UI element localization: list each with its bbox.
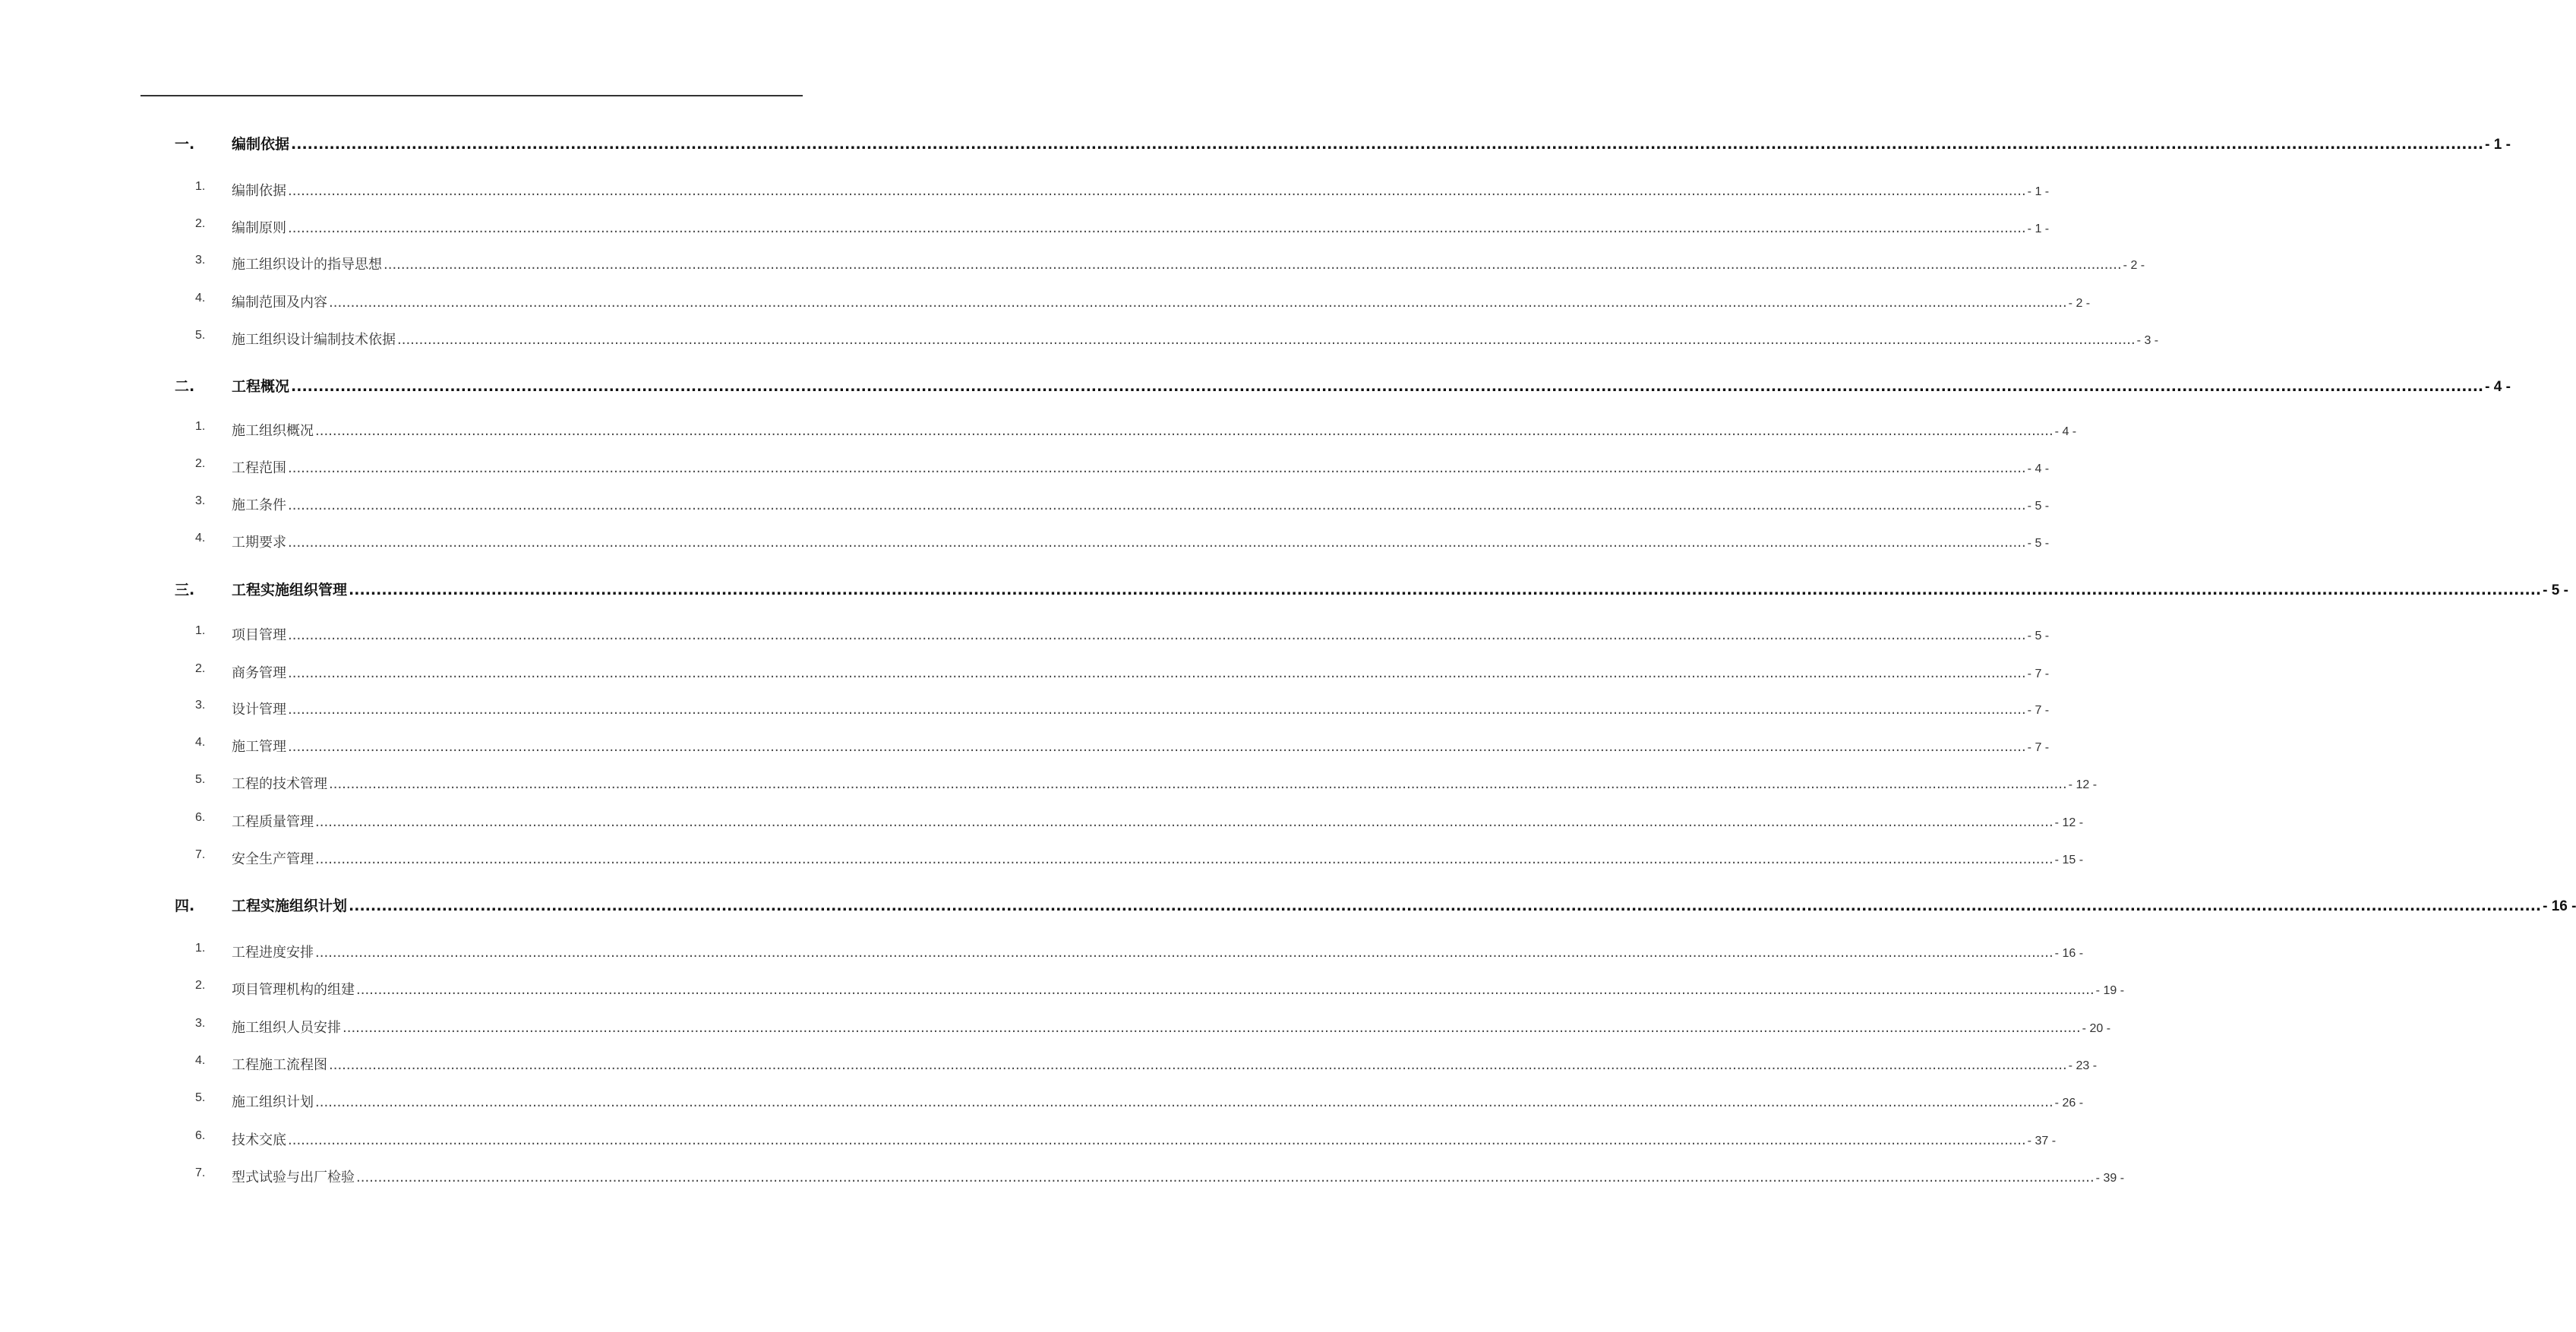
toc-entry-number: 6. <box>195 1129 206 1142</box>
toc-entry-title: 工程施工流程图 <box>232 1057 327 1073</box>
toc-page-number: - 5 - <box>2027 630 2050 642</box>
toc-page-number: - 3 - <box>2136 334 2159 347</box>
toc-page-number: - 7 - <box>2027 668 2050 680</box>
toc-entry-line <box>232 699 2050 718</box>
toc-entry-title: 施工组织人员安排 <box>232 1020 341 1036</box>
toc-dot-leader: ................................................................................................................................................................................................................................................................................................................................................................................................................ <box>288 535 2026 551</box>
toc-entry-line <box>232 979 2125 999</box>
toc-entry-title: 编制原则 <box>232 220 286 236</box>
toc-page-number: - 5 - <box>2027 500 2050 513</box>
toc-entry-line <box>232 773 2098 793</box>
toc-entry-title: 安全生产管理 <box>232 851 314 867</box>
toc-entry-title: 施工条件 <box>232 497 286 513</box>
toc-section-entry[interactable] <box>0 662 2050 683</box>
toc-page-number: - 2 - <box>2123 259 2145 272</box>
toc-entry-number: 3. <box>195 254 206 267</box>
toc-dot-leader: ................................................................................................................................................................................................................................................................................................................................................................................................................ <box>288 460 2026 476</box>
toc-section-entry[interactable] <box>0 217 2050 238</box>
toc-entry-line <box>232 180 2050 200</box>
toc-entry-number: 二. <box>175 378 195 395</box>
toc-entry-line <box>232 811 2084 831</box>
toc-page-number: - 16 - <box>2543 898 2576 914</box>
toc-entry-title: 工程质量管理 <box>232 814 314 830</box>
toc-dot-leader: ................................................................................................................................................................................................................................................................................................................................................................................................................ <box>384 257 2122 273</box>
toc-entry-title: 施工组织计划 <box>232 1094 314 1110</box>
toc-entry-number: 2. <box>195 979 206 992</box>
toc-section-entry[interactable] <box>0 254 2145 275</box>
toc-page-number: - 5 - <box>2543 582 2568 598</box>
toc-section-entry[interactable] <box>0 292 2091 313</box>
toc-entry-title: 施工管理 <box>232 739 286 755</box>
toc-entry-title: 施工组织设计的指导思想 <box>232 257 382 273</box>
toc-entry-number: 5. <box>195 329 206 342</box>
toc-entry-number: 5. <box>195 1091 206 1104</box>
toc-entry-title: 工程范围 <box>232 460 286 476</box>
toc-entry-title: 技术交底 <box>232 1132 286 1148</box>
toc-entry-line <box>232 254 2145 273</box>
toc-page-number: - 1 - <box>2027 223 2050 235</box>
toc-entry-line <box>232 848 2084 868</box>
toc-entry-line <box>232 662 2050 682</box>
toc-entry-title: 项目管理 <box>232 627 286 643</box>
toc-page-number: - 2 - <box>2068 297 2091 310</box>
toc-page-number: - 4 - <box>2485 379 2511 395</box>
toc-entry-line <box>232 1017 2111 1037</box>
toc-entry-line <box>232 494 2050 514</box>
toc-entry-line <box>232 1129 2057 1149</box>
toc-entry-number: 7. <box>195 1166 206 1179</box>
toc-dot-leader: ................................................................................................................................................................................................................................................................................................................................................................................................................ <box>315 1094 2054 1110</box>
toc-entry-number: 1. <box>195 942 206 955</box>
toc-section-entry[interactable] <box>0 329 2159 350</box>
toc-chapter-entry[interactable] <box>0 133 2511 154</box>
toc-dot-leader: ................................................................................................................................................................................................................................................................................................................................................................................................................ <box>315 945 2054 961</box>
toc-entry-number: 5. <box>195 773 206 786</box>
toc-section-entry[interactable] <box>0 811 2084 832</box>
toc-dot-leader: ................................................................................................................................................................................................................................................................................................................................................................................................................ <box>315 423 2054 439</box>
toc-entry-title: 工程的技术管理 <box>232 776 327 792</box>
toc-page-number: - 20 - <box>2082 1022 2111 1035</box>
toc-dot-leader: ................................................................................................................................................................................................................................................................................................................................................................................................................ <box>288 220 2026 236</box>
toc-entry-line <box>232 420 2077 440</box>
toc-entry-number: 2. <box>195 217 206 230</box>
toc-page-number: - 1 - <box>2485 137 2511 153</box>
toc-section-entry[interactable] <box>0 624 2050 645</box>
toc-dot-leader: ................................................................................................................................................................................................................................................................................................................................................................................................................ <box>329 295 2067 311</box>
toc-entry-line <box>232 736 2050 756</box>
toc-entry-title: 编制依据 <box>232 136 290 153</box>
toc-entry-number: 3. <box>195 494 206 507</box>
toc-entry-number: 2. <box>195 457 206 470</box>
toc-entry-line <box>232 375 2511 396</box>
toc-entry-number: 4. <box>195 736 206 749</box>
toc-dot-leader: ................................................................................................................................................................................................................................................................................................................................................................................................................ <box>288 183 2026 199</box>
toc-entry-line <box>232 133 2511 153</box>
toc-section-entry[interactable] <box>0 699 2050 720</box>
toc-page-number: - 39 - <box>2095 1172 2125 1185</box>
toc-section-entry[interactable] <box>0 1166 2125 1188</box>
toc-section-entry[interactable] <box>0 1129 2057 1151</box>
toc-section-entry[interactable] <box>0 1017 2111 1038</box>
toc-entry-title: 施工组织设计编制技术依据 <box>232 332 396 348</box>
toc-section-entry[interactable] <box>0 773 2098 794</box>
toc-page-number: - 15 - <box>2054 854 2084 866</box>
toc-dot-leader: ................................................................................................................................................................................................................................................................................................................................................................................................................ <box>356 1169 2095 1185</box>
toc-section-entry[interactable] <box>0 1054 2098 1075</box>
toc-entry-title: 施工组织概况 <box>232 423 314 439</box>
toc-chapter-entry[interactable] <box>0 375 2511 396</box>
toc-section-entry[interactable] <box>0 532 2050 553</box>
toc-entry-title: 编制范围及内容 <box>232 295 327 311</box>
toc-entry-number: 三. <box>175 582 195 598</box>
toc-entry-title: 商务管理 <box>232 665 286 681</box>
toc-entry-line <box>232 1091 2084 1111</box>
toc-section-entry[interactable] <box>0 420 2077 441</box>
toc-page-number: - 4 - <box>2027 462 2050 475</box>
toc-dot-leader: ................................................................................................................................................................................................................................................................................................................................................................................................................ <box>288 497 2026 513</box>
toc-entry-title: 项目管理机构的组建 <box>232 982 355 998</box>
toc-page-number: - 16 - <box>2054 947 2084 960</box>
toc-dot-leader: ................................................................................................................................................................................................................................................................................................................................................................................................................ <box>349 582 2542 598</box>
toc-entry-title: 型式试验与出厂检验 <box>232 1169 355 1185</box>
toc-entry-line <box>232 1054 2098 1074</box>
toc-entry-line <box>232 579 2568 599</box>
toc-entry-line <box>232 457 2050 477</box>
toc-dot-leader: ................................................................................................................................................................................................................................................................................................................................................................................................................ <box>291 378 2484 395</box>
toc-section-entry[interactable] <box>0 457 2050 478</box>
toc-dot-leader: ................................................................................................................................................................................................................................................................................................................................................................................................................ <box>315 814 2054 830</box>
toc-section-entry[interactable] <box>0 494 2050 516</box>
toc-entry-line <box>232 942 2084 961</box>
toc-entry-title: 工程概况 <box>232 378 290 395</box>
toc-dot-leader: ................................................................................................................................................................................................................................................................................................................................................................................................................ <box>288 702 2026 718</box>
toc-entry-number: 7. <box>195 848 206 861</box>
toc-entry-line <box>232 1166 2125 1186</box>
toc-section-entry[interactable] <box>0 736 2050 757</box>
toc-entry-number: 1. <box>195 420 206 433</box>
toc-page-number: - 5 - <box>2027 537 2050 550</box>
toc-entry-number: 四. <box>175 898 195 914</box>
toc-page-number: - 7 - <box>2027 741 2050 754</box>
toc-entry-line <box>232 895 2576 915</box>
toc-section-entry[interactable] <box>0 1091 2084 1113</box>
toc-chapter-entry[interactable] <box>0 579 2568 600</box>
toc-entry-title: 工程实施组织管理 <box>232 582 348 598</box>
toc-entry-title: 工程进度安排 <box>232 945 314 961</box>
toc-section-entry[interactable] <box>0 848 2084 870</box>
toc-page-number: - 19 - <box>2095 984 2125 997</box>
toc-dot-leader: ................................................................................................................................................................................................................................................................................................................................................................................................................ <box>397 332 2136 348</box>
toc-dot-leader: ................................................................................................................................................................................................................................................................................................................................................................................................................ <box>288 627 2026 643</box>
toc-entry-number: 1. <box>195 180 206 193</box>
toc-entry-line <box>232 532 2050 551</box>
toc-page-number: - 26 - <box>2054 1097 2084 1109</box>
toc-entry-number: 一. <box>175 136 195 153</box>
toc-entry-title: 工期要求 <box>232 535 286 551</box>
toc-dot-leader: ................................................................................................................................................................................................................................................................................................................................................................................................................ <box>356 982 2095 998</box>
toc-entry-number: 4. <box>195 292 206 305</box>
toc-page-number: - 12 - <box>2054 816 2084 829</box>
toc-page-number: - 23 - <box>2068 1059 2098 1072</box>
toc-entry-number: 1. <box>195 624 206 637</box>
toc-entry-title: 编制依据 <box>232 183 286 199</box>
toc-chapter-entry[interactable] <box>0 895 2576 916</box>
toc-page-number: - 12 - <box>2068 778 2098 791</box>
toc-entry-line <box>232 624 2050 644</box>
toc-entry-title: 设计管理 <box>232 702 286 718</box>
toc-entry-number: 3. <box>195 699 206 712</box>
toc-dot-leader: ................................................................................................................................................................................................................................................................................................................................................................................................................ <box>315 851 2054 867</box>
toc-dot-leader: ................................................................................................................................................................................................................................................................................................................................................................................................................ <box>291 136 2484 153</box>
toc-section-entry[interactable] <box>0 942 2084 963</box>
toc-dot-leader: ................................................................................................................................................................................................................................................................................................................................................................................................................ <box>349 898 2542 914</box>
toc-entry-number: 6. <box>195 811 206 824</box>
toc-entry-title: 工程实施组织计划 <box>232 898 348 914</box>
toc-entry-line <box>232 329 2159 349</box>
toc-section-entry[interactable] <box>0 180 2050 201</box>
toc-page-number: - 4 - <box>2054 425 2077 438</box>
toc-dot-leader: ................................................................................................................................................................................................................................................................................................................................................................................................................ <box>329 1057 2067 1073</box>
toc-entry-line <box>232 217 2050 237</box>
toc-dot-leader: ................................................................................................................................................................................................................................................................................................................................................................................................................ <box>329 776 2067 792</box>
toc-entry-number: 4. <box>195 532 206 544</box>
toc-page-number: - 37 - <box>2027 1135 2057 1147</box>
toc-dot-leader: ................................................................................................................................................................................................................................................................................................................................................................................................................ <box>288 1132 2026 1148</box>
toc-entry-line <box>232 292 2091 311</box>
toc-entry-number: 3. <box>195 1017 206 1030</box>
toc-page-number: - 7 - <box>2027 704 2050 717</box>
toc-page-number: - 1 - <box>2027 185 2050 198</box>
toc-dot-leader: ................................................................................................................................................................................................................................................................................................................................................................................................................ <box>343 1020 2081 1036</box>
toc-dot-leader: ................................................................................................................................................................................................................................................................................................................................................................................................................ <box>288 665 2026 681</box>
toc-dot-leader: ................................................................................................................................................................................................................................................................................................................................................................................................................ <box>288 739 2026 755</box>
toc-section-entry[interactable] <box>0 979 2125 1000</box>
toc-entry-number: 4. <box>195 1054 206 1067</box>
toc-entry-number: 2. <box>195 662 206 675</box>
